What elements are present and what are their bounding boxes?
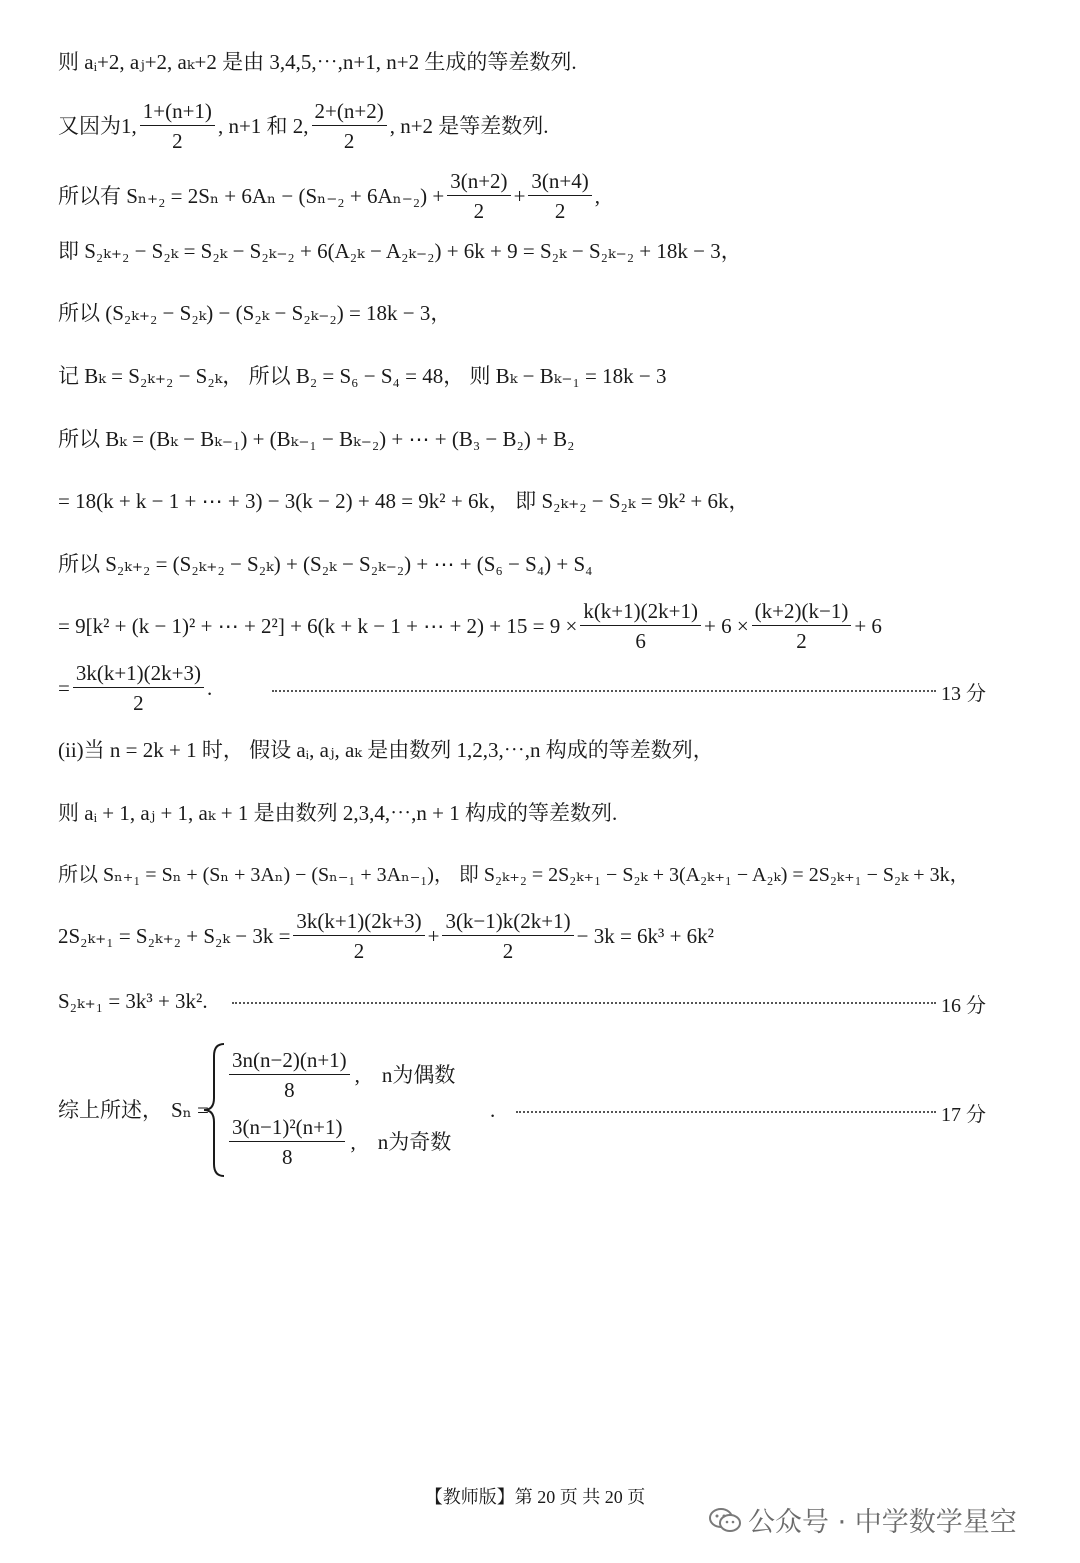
line-5: 所以 (S₂ₖ₊₂ − S₂ₖ) − (S₂ₖ − S₂ₖ₋₂) = 18k − 3， [58,301,452,325]
line-4: 即 S₂ₖ₊₂ − S₂ₖ = S₂ₖ − S₂ₖ₋₂ + 6(A₂ₖ − A₂ₖ₋₂) + 6k + 9 = S₂ₖ − S₂ₖ₋₂ + 18k − 3， [58,239,742,263]
line-6: 记 Bₖ = S₂ₖ₊₂ − S₂ₖ， 所以 B₂ = S₆ − S₄ = 48， 则 Bₖ − Bₖ₋₁ = 18k − 3 [58,364,667,388]
line-10: = 9[k² + (k − 1)² + ⋯ + 2²] + 6(k + k − 1 + ⋯ + 2) + 15 = 9 × $\frac{k(k+1)(2k+1)}{6}$ + 6 × $\frac{(k+2)(k-1)}{2}$ + 6 [58,599,882,653]
score-label: 16 分 [941,995,986,1017]
fraction: $\frac{2+(n+2)}{2}$ [312,98,387,154]
wechat-icon [708,1506,742,1534]
fraction: $\frac{1+(n+1)}{2}$ [140,98,215,154]
line-3: 所以有 Sₙ₊₂ = 2Sₙ + 6Aₙ − (Sₙ₋₂ + 6Aₙ₋₂) + $\frac{3(n+2)}{2}$ + $\frac{3(n+4)}{2}$ , [58,169,600,223]
fraction: $\frac{3(n+4)}{2}$ [528,168,591,224]
page-footer: 【教师版】第 20 页 共 20 页 [424,1487,646,1507]
line-13: 则 aᵢ + 1, aⱼ + 1, aₖ + 1 是由数列 2,3,4,⋯,n + 1 构成的等差数列. [58,801,618,825]
line-8: = 18(k + k − 1 + ⋯ + 3) − 3(k − 2) + 48 = 9k² + 6k， 即 S₂ₖ₊₂ − S₂ₖ = 9k² + 6k， [58,489,750,513]
piecewise-end: . [490,1098,496,1122]
fraction: $\frac{3k(k+1)(2k+3)}{2}$ [293,908,424,964]
line-15: 2S₂ₖ₊₁ = S₂ₖ₊₂ + S₂ₖ − 3k = $\frac{3k(k+1)(2k+3)}{2}$ + $\frac{3(k-1)k(2k+1)}{2}$ − 3k = 6k³ + 6k² [58,909,714,963]
score-label: 17 分 [941,1104,986,1126]
line-1: 则 aᵢ+2, aⱼ+2, aₖ+2 是由 3,4,5,⋯,n+1, n+2 生成的等差数列. [58,50,577,74]
fraction: $\frac{\text{3(n−1)²(n+1)}}{8}$ [229,1114,345,1170]
piecewise-case-even: $\frac{3n(n-2)(n+1)}{8}$ , n为偶数 [226,1047,455,1103]
dotted-leader [516,1109,936,1113]
dotted-leader [232,1000,936,1004]
line-9: 所以 S₂ₖ₊₂ = (S₂ₖ₊₂ − S₂ₖ) + (S₂ₖ − S₂ₖ₋₂) + ⋯ + (S₆ − S₄) + S₄ [58,552,593,576]
dotted-leader [272,688,936,692]
fraction: $\frac{3(n+2)}{2}$ [447,168,510,224]
fraction: $\frac{3(k-1)k(2k+1)}{2}$ [442,908,573,964]
line-7: 所以 Bₖ = (Bₖ − Bₖ₋₁) + (Bₖ₋₁ − Bₖ₋₂) + ⋯ + (B₃ − B₂) + B₂ [58,427,575,451]
line-2: 又因为1, $\frac{1+(n+1)}{2}$ , n+1 和 2, $\frac{2+(n+2)}{2}$ , n+2 是等差数列. [58,99,549,153]
line-14: 所以 Sₙ₊₁ = Sₙ + (Sₙ + 3Aₙ) − (Sₙ₋₁ + 3Aₙ₋₁)， 即 S₂ₖ₊₂ = 2S₂ₖ₊₁ − S₂ₖ + 3(A₂ₖ₊₁ − A₂ₖ) = 2S₂ₖ₊₁ − S₂ₖ + 3k， [58,864,970,886]
watermark: 公众号 · 中学数学星空 [708,1500,1017,1539]
line-17-prefix: 综上所述， Sₙ = [58,1098,209,1122]
fraction: $\frac{k(k+1)(2k+1)}{6}$ [580,598,701,654]
line-11: = $\frac{3k(k+1)(2k+3)}{2}$ . [58,661,213,715]
score-label: 13 分 [941,683,986,705]
line-12: (ii)当 n = 2k + 1 时， 假设 aᵢ, aⱼ, aₖ 是由数列 1,2,3,⋯,n 构成的等差数列， [58,738,714,762]
fraction: $\frac{(k+2)(k-1)}{2}$ [752,598,852,654]
line-16: S₂ₖ₊₁ = 3k³ + 3k². [58,989,208,1013]
fraction: $\frac{3n(n-2)(n+1)}{8}$ [229,1047,350,1103]
fraction: $\frac{3k(k+1)(2k+3)}{2}$ [73,660,204,716]
piecewise-case-odd: $\frac{\text{3(n−1)²(n+1)}}{8}$ , n为奇数 [226,1114,451,1170]
